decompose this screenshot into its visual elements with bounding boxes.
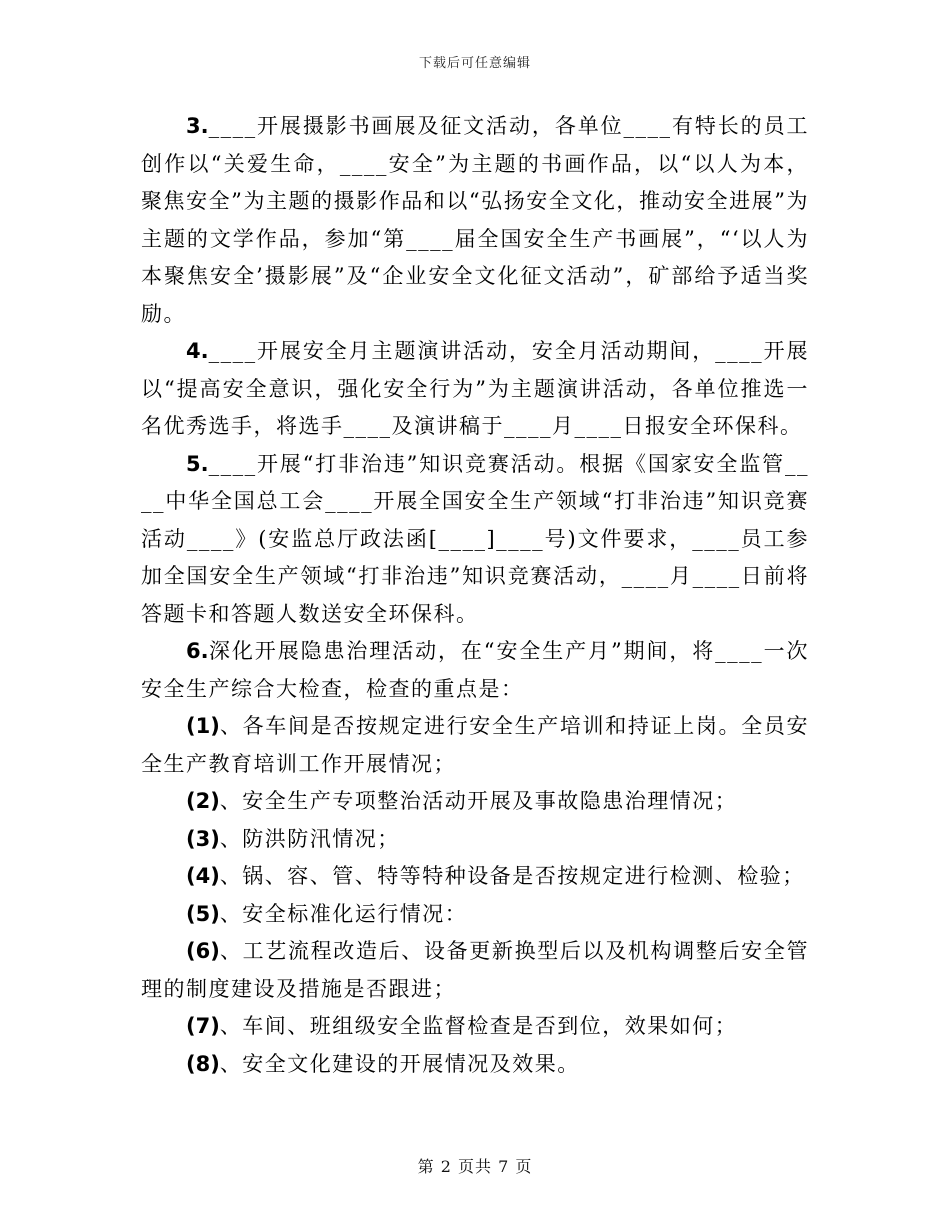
paragraph-text: 、锅、容、管、特等特种设备是否按规定进行检测、检验； (219, 864, 805, 888)
check-item-2 (141, 783, 809, 821)
paragraph-text: 深化开展隐患治理活动，在“安全生产月”期间，将____一次安全生产综合大检查，检查的重点是： (141, 639, 809, 701)
check-item-5 (141, 896, 809, 934)
paragraph-text: 、安全文化建设的开展情况及效果。 (219, 1051, 580, 1076)
page-number: 第 2 页共 7 页 (417, 1157, 533, 1176)
check-item-7 (141, 1008, 809, 1046)
item-number: 3. (186, 114, 209, 138)
paragraph-text: ____开展安全月主题演讲活动，安全月活动期间，____开展以“提高安全意识，强化安全行为”为主题演讲活动，各单位推选一名优秀选手，将选手____及演讲稿于____月____日报安全环保科。 (141, 339, 809, 438)
item-number: (5) (186, 901, 220, 926)
item-number: 4. (186, 339, 209, 363)
paragraph-6 (141, 633, 809, 708)
paragraph-text: 、车间、班组级安全监督检查是否到位，效果如何； (219, 1014, 738, 1038)
paragraph-5 (141, 446, 809, 634)
paragraph-4 (141, 333, 809, 446)
item-number: (6) (186, 939, 220, 963)
item-number: (7) (186, 1014, 220, 1038)
paragraph-text: 、安全标准化运行情况： (219, 901, 468, 926)
paragraph-text: 、各车间是否按规定进行安全生产培训和持证上岗。全员安全生产教育培训工作开展情况； (141, 714, 809, 776)
item-number: (1) (186, 714, 220, 738)
check-item-4 (141, 858, 809, 896)
item-number: (8) (186, 1051, 220, 1076)
check-item-8 (141, 1046, 809, 1084)
check-item-3 (141, 821, 809, 859)
paragraph-3 (141, 108, 809, 333)
item-number: (3) (186, 826, 220, 851)
paragraph-text: ____开展摄影书画展及征文活动，各单位____有特长的员工创作以“关爱生命，____安全”为主题的书画作品，以“以人为本，聚焦安全”为主题的摄影作品和以“弘扬安全文化，推动安全进展”为主题的文学作品，参加“第____届全国安全生产书画展”，“‘以人为本聚焦安全’摄影展”及“企业安全文化征文活动”，矿部给予适当奖励。 (141, 114, 809, 326)
check-item-1 (141, 708, 809, 783)
item-number: (2) (186, 789, 220, 813)
paragraph-text: 、工艺流程改造后、设备更新换型后以及机构调整后安全管理的制度建设及措施是否跟进； (141, 939, 809, 1001)
paragraph-text: 、防洪防汛情况； (219, 826, 400, 851)
paragraph-text: ____开展“打非治违”知识竞赛活动。根据《国家安全监管____中华全国总工会____开展全国安全生产领域“打非治违”知识竞赛活动____》(安监总厅政法函[____]____号)文件要求，____员工参加全国安全生产领域“打非治违”知识竞赛活动，____月____日前将答题卡和答题人数送安全环保科。 (141, 451, 809, 626)
item-number: 5. (186, 451, 209, 476)
paragraph-text: 、安全生产专项整治活动开展及事故隐患治理情况； (219, 789, 738, 813)
check-item-6 (141, 933, 809, 1008)
item-number: 6. (186, 639, 209, 663)
item-number: (4) (186, 864, 220, 888)
document-body (141, 108, 809, 1083)
page-header: 下载后可任意编辑 (418, 56, 531, 71)
